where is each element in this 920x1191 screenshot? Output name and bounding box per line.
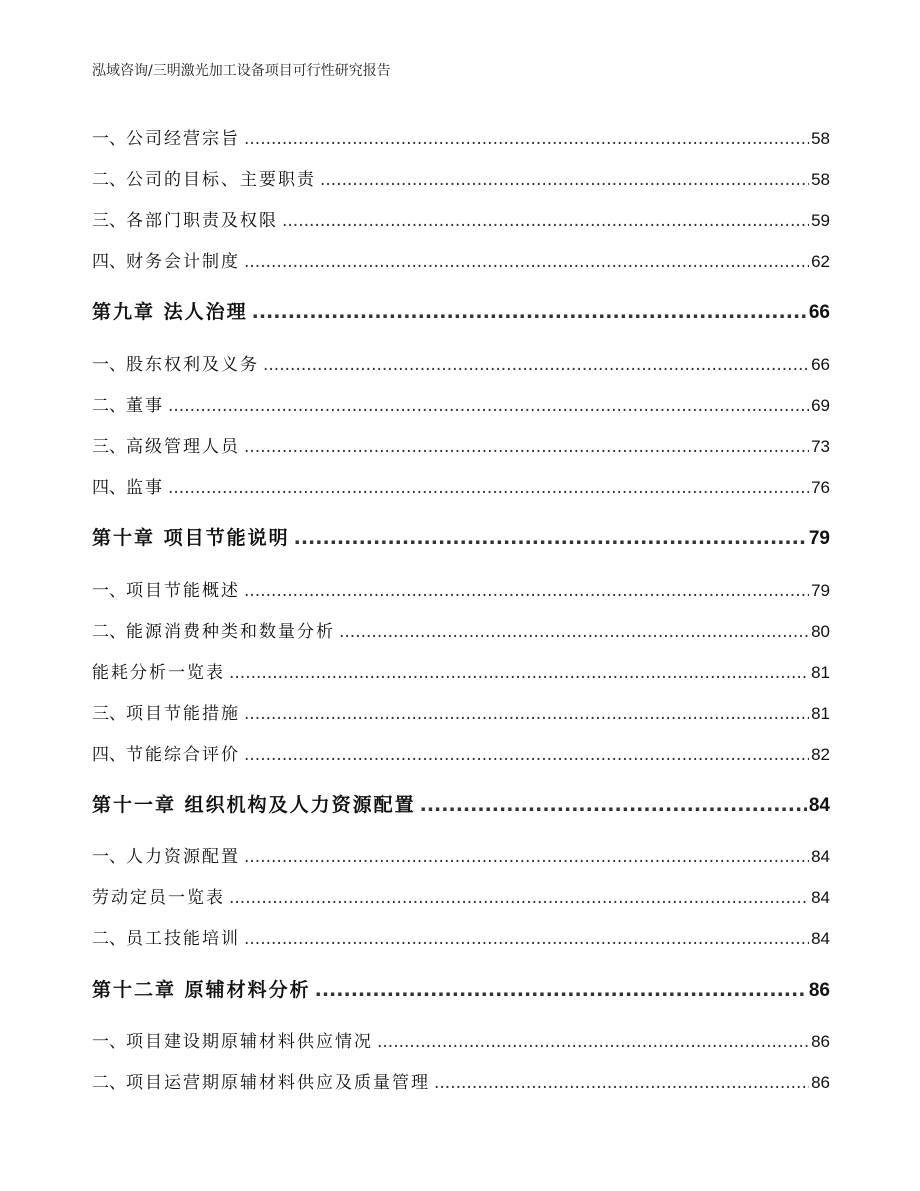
toc-entry-title: 劳动定员一览表 xyxy=(92,888,225,908)
toc-entry-title: 节能综合评价 xyxy=(126,745,240,765)
toc-section-entry[interactable] xyxy=(92,473,830,498)
toc-entry-title: 股东权利及义务 xyxy=(126,355,259,375)
toc-page-number: 66 xyxy=(808,302,830,323)
toc-section-entry[interactable] xyxy=(92,842,830,867)
toc-page-number: 82 xyxy=(811,745,830,764)
dot-leader xyxy=(263,355,809,375)
toc-entry-number: 二、 xyxy=(92,622,126,642)
toc-entry-number: 四、 xyxy=(92,252,126,272)
dot-leader xyxy=(315,979,807,1001)
page-header: 泓域咨询/三明激光加工设备项目可行性研究报告 xyxy=(92,63,391,79)
dot-leader xyxy=(229,663,809,683)
toc-entry-title: 项目节能措施 xyxy=(126,704,240,724)
toc-entry-title: 第九章 法人治理 xyxy=(92,301,248,323)
toc-entry-title: 能源消费种类和数量分析 xyxy=(126,622,335,642)
toc-section-entry[interactable] xyxy=(92,432,830,457)
toc-section-entry[interactable] xyxy=(92,1068,830,1093)
toc-section-entry[interactable] xyxy=(92,1027,830,1052)
dot-leader xyxy=(377,1032,809,1052)
toc-entry-title: 项目建设期原辅材料供应情况 xyxy=(126,1032,373,1052)
dot-leader xyxy=(244,745,809,765)
toc-entry-number: 三、 xyxy=(92,704,126,724)
dot-leader xyxy=(294,527,807,549)
toc-entry-title: 公司的目标、主要职责 xyxy=(126,170,316,190)
toc-section-entry[interactable] xyxy=(92,658,830,683)
toc-section-entry[interactable] xyxy=(92,206,830,231)
dot-leader xyxy=(282,211,809,231)
toc-page-number: 69 xyxy=(811,396,830,415)
toc-page-number: 86 xyxy=(811,1073,830,1092)
dot-leader xyxy=(244,129,809,149)
toc-section-entry[interactable] xyxy=(92,883,830,908)
toc-entry-number: 二、 xyxy=(92,929,126,949)
toc-section-entry[interactable] xyxy=(92,247,830,272)
toc-chapter-entry[interactable] xyxy=(92,523,830,550)
toc-entry-number: 一、 xyxy=(92,129,126,149)
toc-entry-number: 一、 xyxy=(92,581,126,601)
toc-entry-number: 一、 xyxy=(92,1032,126,1052)
toc-page-number: 73 xyxy=(811,437,830,456)
toc-entry-title: 项目节能概述 xyxy=(126,581,240,601)
toc-page-number: 86 xyxy=(811,1032,830,1051)
toc-page-number: 81 xyxy=(811,663,830,682)
toc-page-number: 76 xyxy=(811,478,830,497)
toc-entry-number: 一、 xyxy=(92,355,126,375)
toc-section-entry[interactable] xyxy=(92,350,830,375)
toc-page-number: 58 xyxy=(811,170,830,189)
toc-chapter-entry[interactable] xyxy=(92,975,830,1002)
toc-page-number: 58 xyxy=(811,129,830,148)
toc-entry-title: 财务会计制度 xyxy=(126,252,240,272)
toc-entry-number: 三、 xyxy=(92,437,126,457)
toc-entry-title: 项目运营期原辅材料供应及质量管理 xyxy=(126,1073,430,1093)
dot-leader xyxy=(168,478,809,498)
dot-leader xyxy=(339,622,809,642)
toc-entry-number: 四、 xyxy=(92,478,126,498)
dot-leader xyxy=(434,1073,809,1093)
toc-entry-title: 能耗分析一览表 xyxy=(92,663,225,683)
toc-section-entry[interactable] xyxy=(92,617,830,642)
toc-entry-number: 二、 xyxy=(92,1073,126,1093)
dot-leader xyxy=(244,704,809,724)
toc-page-number: 84 xyxy=(808,795,830,816)
toc-section-entry[interactable] xyxy=(92,740,830,765)
toc-entry-title: 第十一章 组织机构及人力资源配置 xyxy=(92,794,416,816)
toc-chapter-entry[interactable] xyxy=(92,790,830,817)
toc-section-entry[interactable] xyxy=(92,576,830,601)
toc-page-number: 79 xyxy=(811,581,830,600)
toc-entry-title: 员工技能培训 xyxy=(126,929,240,949)
toc-entry-title: 监事 xyxy=(126,478,164,498)
toc-section-entry[interactable] xyxy=(92,391,830,416)
toc-entry-number: 四、 xyxy=(92,745,126,765)
toc-entry-title: 第十章 项目节能说明 xyxy=(92,527,290,549)
toc-entry-title: 人力资源配置 xyxy=(126,847,240,867)
toc-entry-title: 各部门职责及权限 xyxy=(126,211,278,231)
dot-leader xyxy=(244,847,809,867)
dot-leader xyxy=(420,794,807,816)
toc-entry-title: 董事 xyxy=(126,396,164,416)
toc-entry-title: 第十二章 原辅材料分析 xyxy=(92,979,311,1001)
dot-leader xyxy=(252,301,807,323)
toc-page-number: 84 xyxy=(811,888,830,907)
toc-entry-number: 三、 xyxy=(92,211,126,231)
toc-page-number: 86 xyxy=(808,980,830,1001)
toc-section-entry[interactable] xyxy=(92,165,830,190)
toc-section-entry[interactable] xyxy=(92,124,830,149)
dot-leader xyxy=(244,929,809,949)
toc-entry-title: 公司经营宗旨 xyxy=(126,129,240,149)
toc-page-number: 59 xyxy=(811,211,830,230)
toc-page-number: 84 xyxy=(811,847,830,866)
toc-page-number: 80 xyxy=(811,622,830,641)
toc-page-number: 62 xyxy=(811,252,830,271)
toc-entry-title: 高级管理人员 xyxy=(126,437,240,457)
dot-leader xyxy=(320,170,809,190)
dot-leader xyxy=(244,581,809,601)
toc-page-number: 79 xyxy=(808,528,830,549)
toc-section-entry[interactable] xyxy=(92,924,830,949)
dot-leader xyxy=(168,396,809,416)
dot-leader xyxy=(244,437,809,457)
toc-page-number: 84 xyxy=(811,929,830,948)
dot-leader xyxy=(229,888,809,908)
toc-section-entry[interactable] xyxy=(92,699,830,724)
toc-chapter-entry[interactable] xyxy=(92,297,830,324)
toc-entry-number: 二、 xyxy=(92,170,126,190)
toc-entry-number: 一、 xyxy=(92,847,126,867)
toc-entry-number: 二、 xyxy=(92,396,126,416)
toc-page-number: 81 xyxy=(811,704,830,723)
header-divider xyxy=(92,88,828,89)
dot-leader xyxy=(244,252,809,272)
toc-page-number: 66 xyxy=(811,355,830,374)
